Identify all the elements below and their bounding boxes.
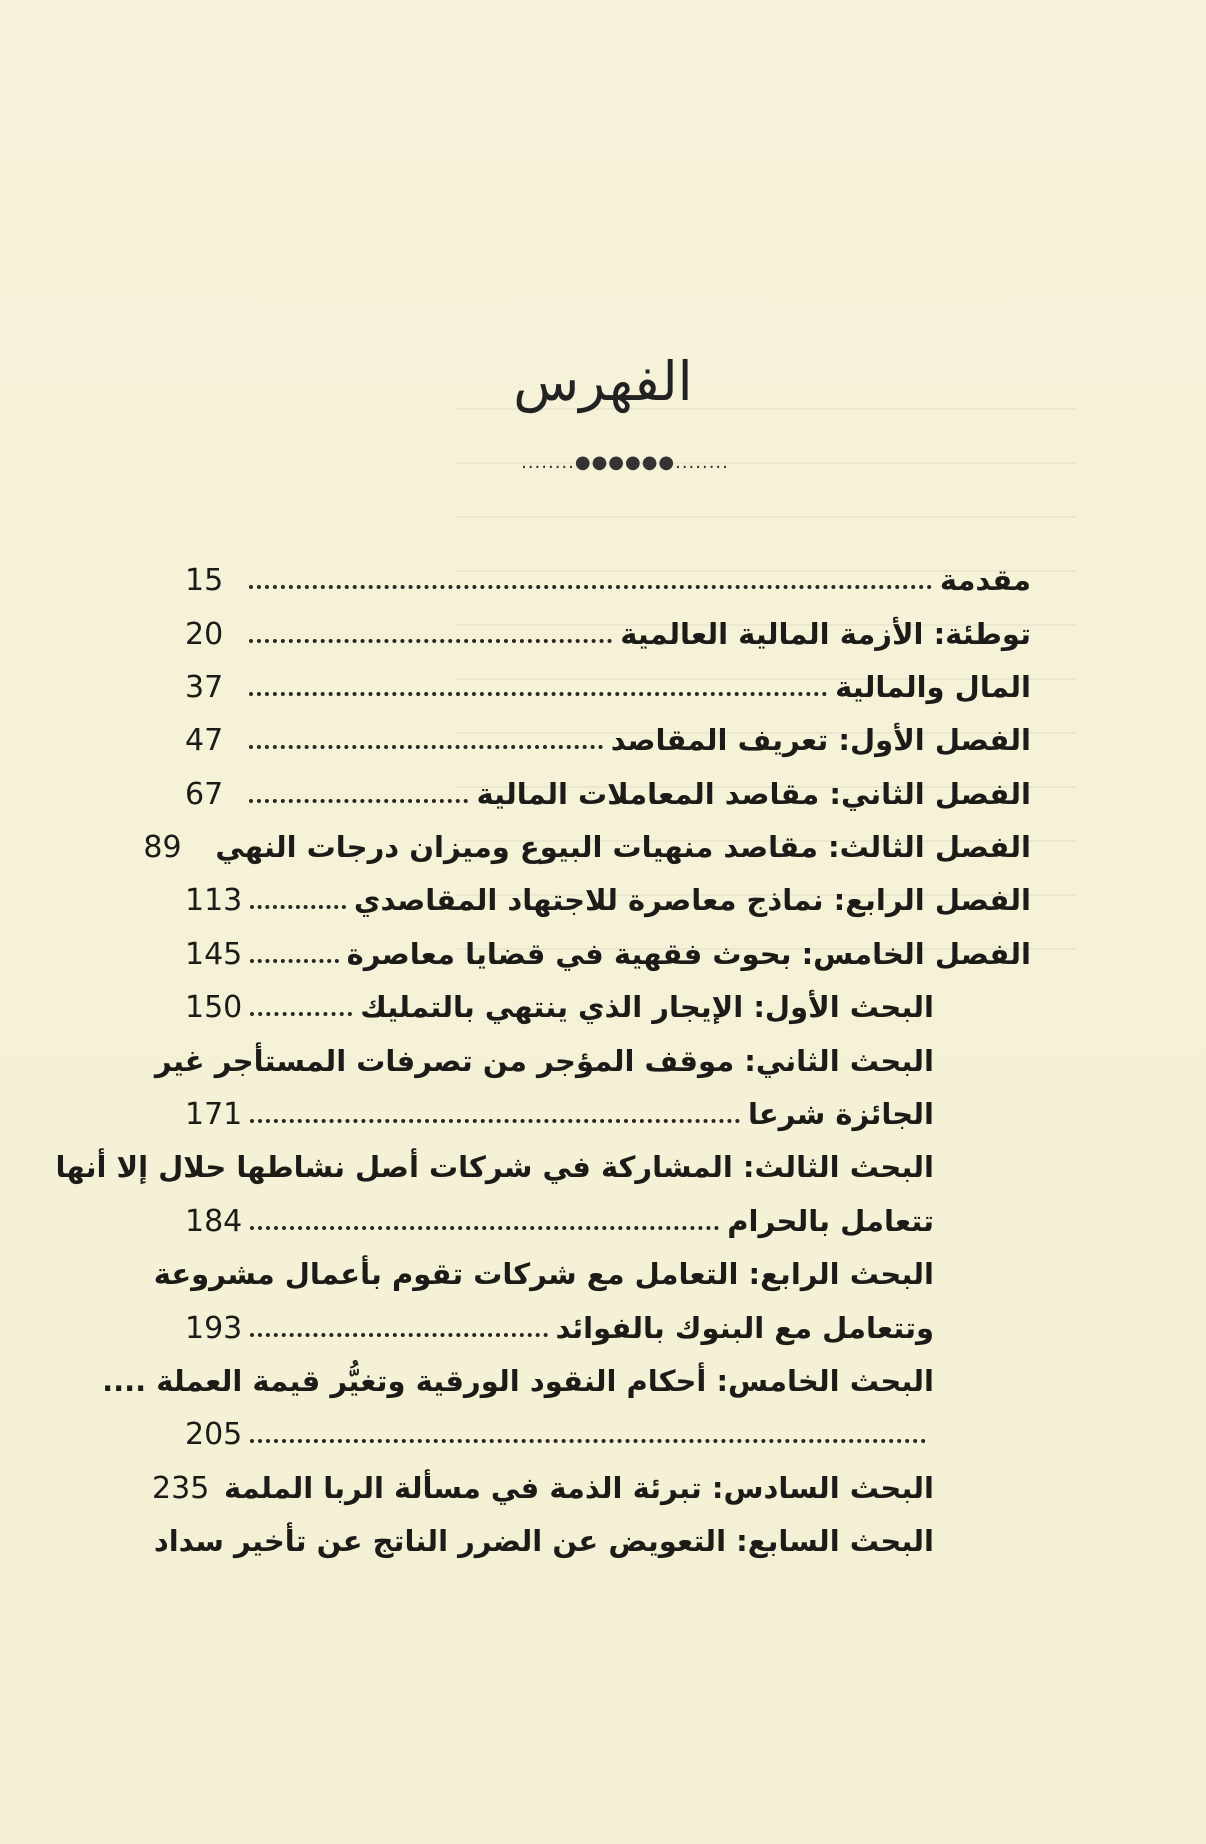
toc-entry-page: 20 — [185, 616, 224, 652]
leader-dots — [250, 1222, 719, 1230]
leader-dots — [249, 741, 603, 749]
toc-entry[interactable] — [185, 607, 1031, 661]
toc-entry[interactable] — [102, 1354, 934, 1408]
toc-entry[interactable] — [185, 873, 1031, 927]
toc-entry-page: 150 — [185, 989, 243, 1025]
ornament-divider: ........●●●●●●........ — [521, 452, 729, 473]
toc-entry-page: 184 — [185, 1203, 243, 1239]
toc-entry-page: 37 — [185, 669, 224, 705]
toc-entry-title: البحث الأول: الإيجار الذي ينتهي بالتمليك — [360, 990, 934, 1024]
toc-entry[interactable] — [55, 1140, 934, 1194]
toc-entry[interactable] — [185, 660, 1031, 714]
toc-entry-page: 235 — [152, 1470, 210, 1506]
toc-entry[interactable] — [185, 1407, 934, 1461]
toc-entry-title: البحث السابع: التعويض عن الضرر الناتج عن تأخير سداد — [153, 1524, 934, 1558]
toc-entry[interactable] — [185, 1194, 934, 1248]
toc-entry-title: الفصل الثالث: مقاصد منهيات البيوع وميزان درجات النهي — [215, 830, 1031, 864]
toc-entry[interactable] — [185, 1087, 934, 1141]
page-title: الفهرس — [513, 350, 693, 413]
toc-entry-title: البحث الرابع: التعامل مع شركات تقوم بأعمال مشروعة — [153, 1257, 934, 1291]
toc-entry[interactable] — [185, 980, 934, 1034]
toc-entry[interactable] — [185, 713, 1031, 767]
toc-entry[interactable] — [185, 927, 1031, 981]
leader-dots — [249, 581, 932, 589]
toc-entry-title: البحث الخامس: أحكام النقود الورقية وتغيُّر قيمة العملة .... — [102, 1364, 934, 1398]
toc-entry-title: الفصل الأول: تعريف المقاصد — [610, 723, 1031, 757]
toc-entry-title: البحث الثالث: المشاركة في شركات أصل نشاطها حلال إلا أنها — [55, 1150, 934, 1184]
toc-entry-page: 205 — [185, 1416, 243, 1452]
toc-entry[interactable] — [185, 553, 1031, 607]
toc-entry[interactable] — [153, 1247, 934, 1301]
toc-entry-page: 113 — [185, 882, 243, 918]
leader-dots — [250, 1008, 352, 1016]
toc-entry-title: وتتعامل مع البنوك بالفوائد — [555, 1311, 934, 1345]
toc-entry-title: الجائزة شرعا — [747, 1097, 934, 1131]
toc-entry-title: الفصل الرابع: نماذج معاصرة للاجتهاد المقاصدي — [353, 883, 1031, 917]
toc-entry-title: الفصل الخامس: بحوث فقهية في قضايا معاصرة — [346, 937, 1031, 971]
toc-entry[interactable] — [153, 1514, 934, 1568]
leader-dots — [250, 955, 338, 963]
toc-entry-page: 89 — [143, 829, 182, 865]
toc-entry-title: المال والمالية — [835, 670, 1031, 704]
toc-entry-title: توطئة: الأزمة المالية العالمية — [620, 617, 1031, 651]
toc-entry-page: 193 — [185, 1310, 243, 1346]
leader-dots — [249, 795, 468, 803]
toc-entry[interactable] — [154, 1034, 934, 1088]
toc-entry-page: 15 — [185, 562, 224, 598]
toc-entry[interactable] — [185, 767, 1031, 821]
leader-dots — [250, 1115, 740, 1123]
toc-entry-page: 67 — [185, 776, 224, 812]
toc-entry-page: 47 — [185, 722, 224, 758]
toc-entry-title: الفصل الثاني: مقاصد المعاملات المالية — [476, 777, 1031, 811]
toc-entry[interactable] — [152, 1461, 934, 1515]
leader-dots — [250, 1435, 926, 1443]
leader-dots — [249, 688, 827, 696]
toc-entry-title: مقدمة — [939, 563, 1031, 597]
toc-entry-page: 171 — [185, 1096, 243, 1132]
toc-entry-title: البحث السادس: تبرئة الذمة في مسألة الربا الملمة — [224, 1471, 934, 1505]
toc-entry-title: تتعامل بالحرام — [727, 1204, 934, 1238]
leader-dots — [250, 901, 346, 909]
leader-dots — [250, 1329, 547, 1337]
toc-entry[interactable] — [143, 820, 1031, 874]
toc-entry[interactable] — [185, 1301, 934, 1355]
leader-dots — [249, 635, 612, 643]
toc-entry-page: 145 — [185, 936, 243, 972]
toc-entry-title: البحث الثاني: موقف المؤجر من تصرفات المستأجر غير — [154, 1044, 934, 1078]
